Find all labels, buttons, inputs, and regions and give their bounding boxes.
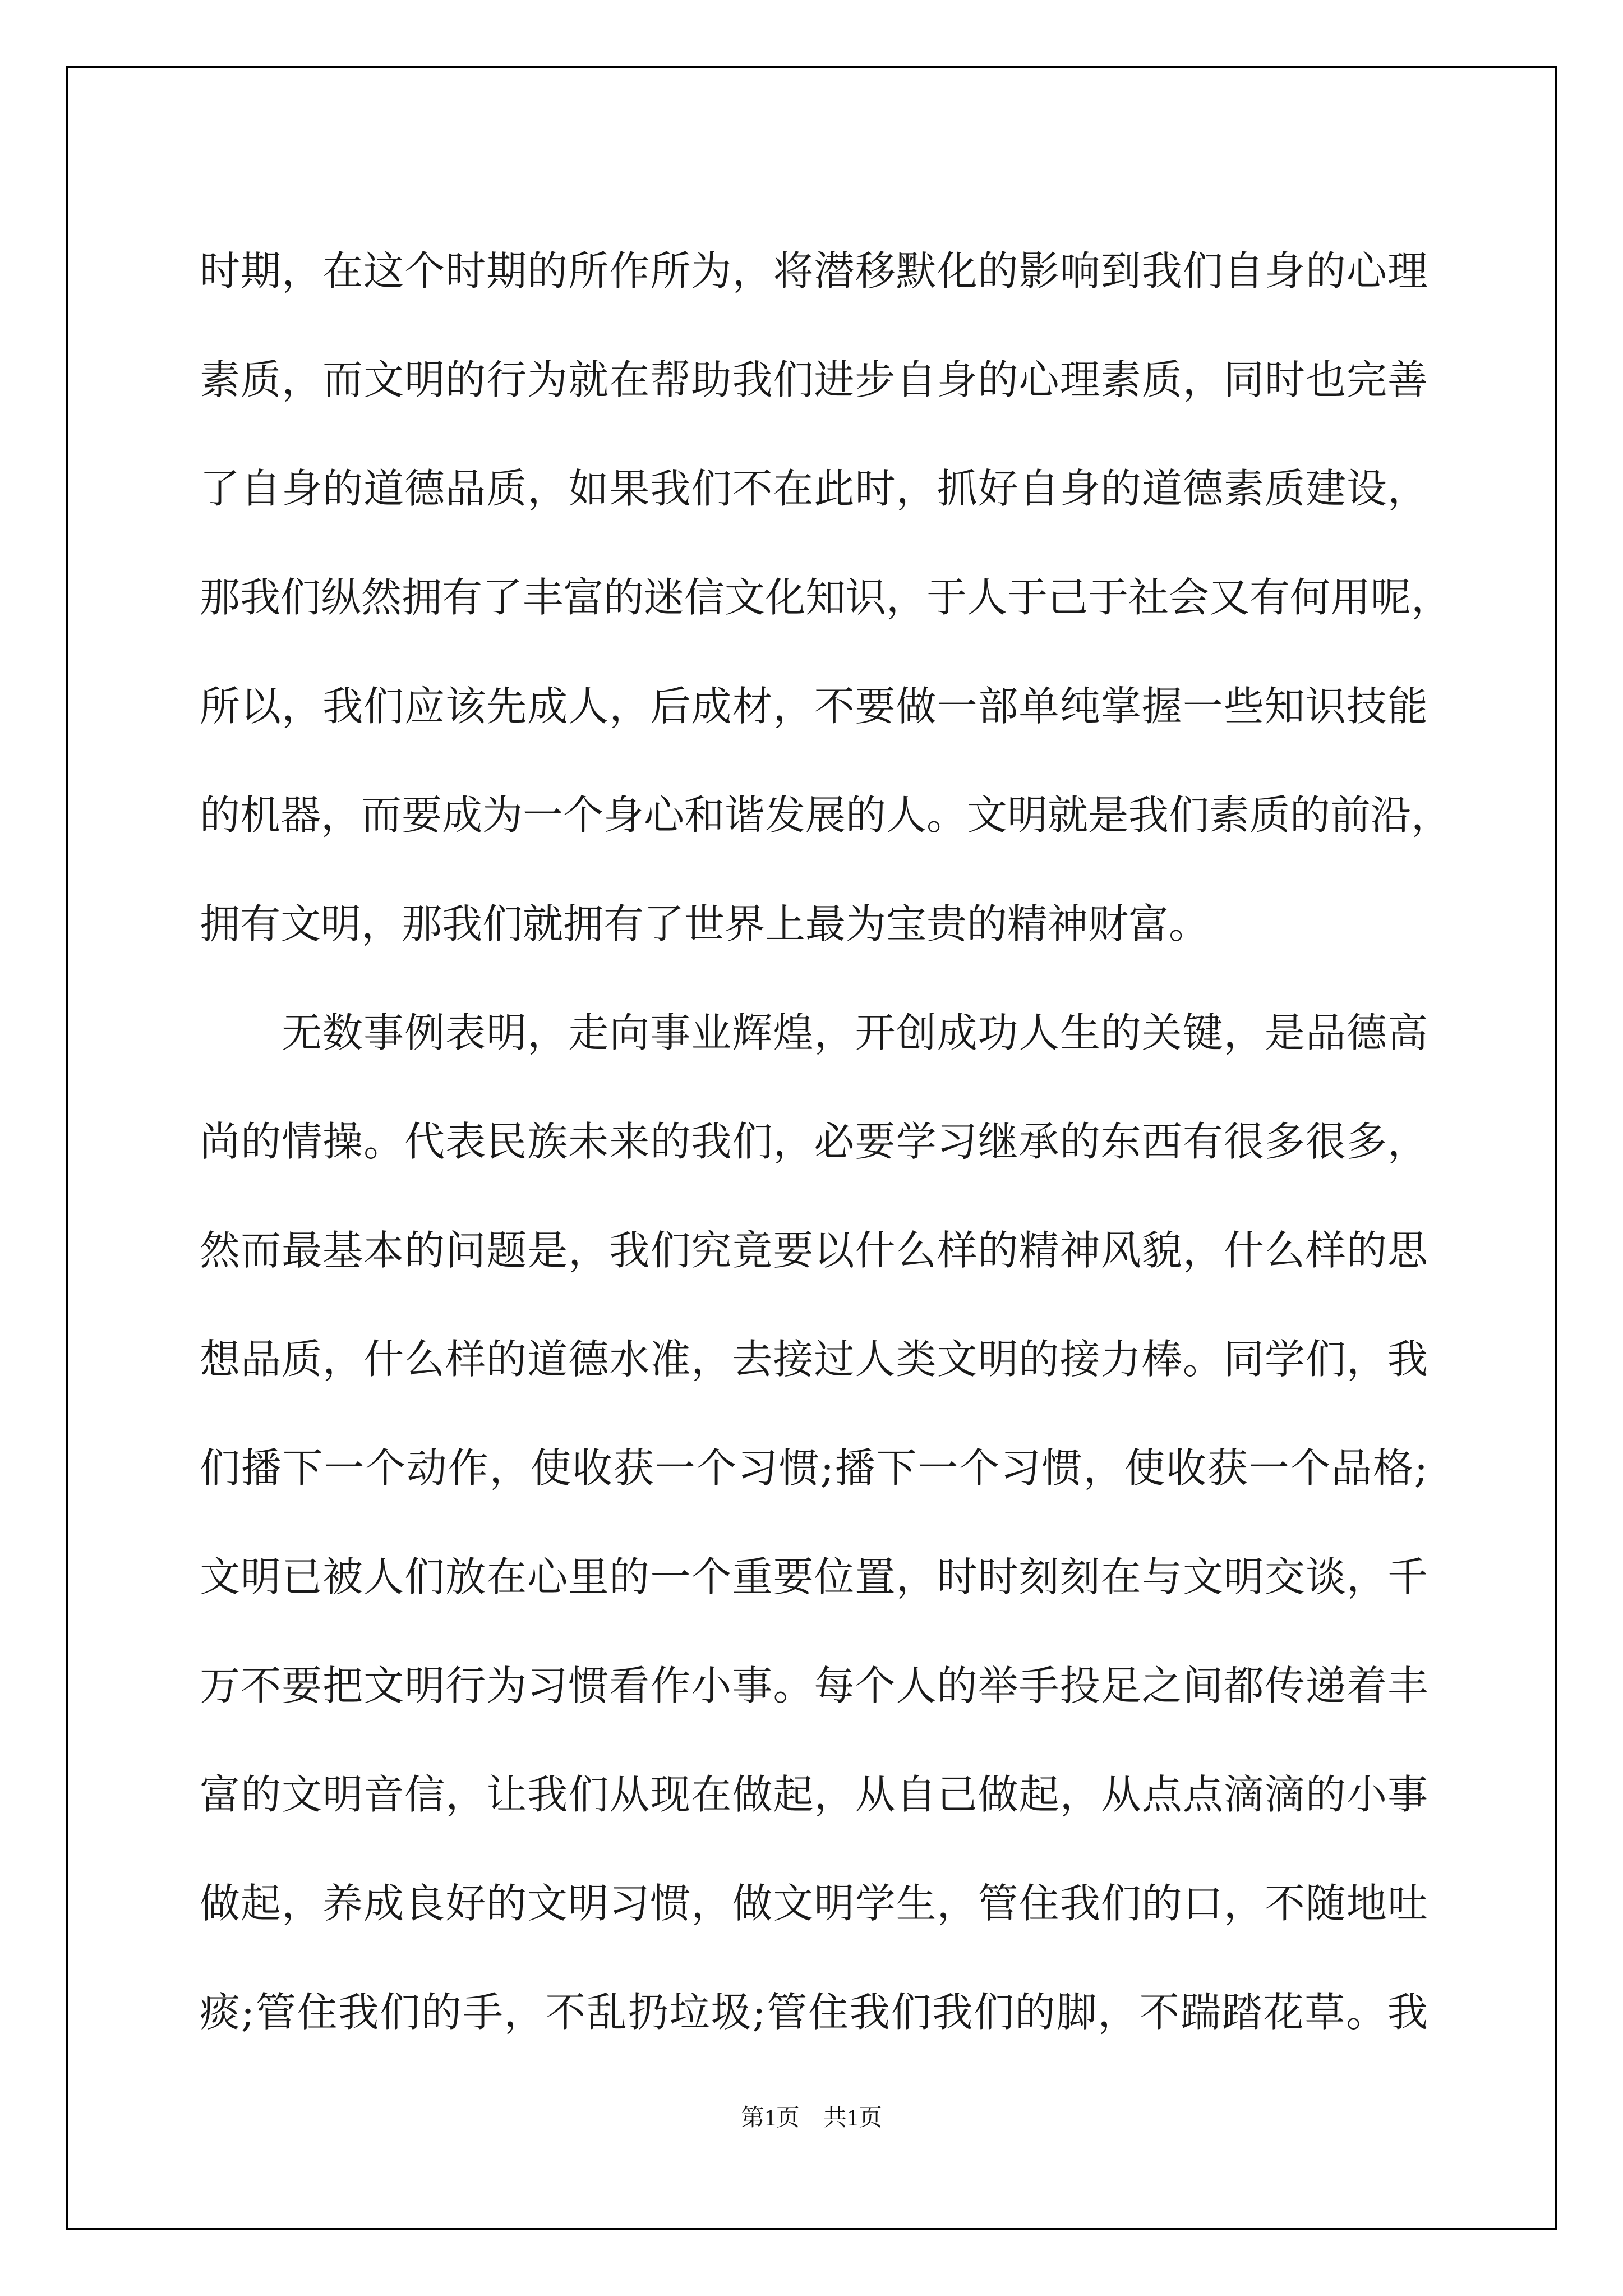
text-line: 做起，养成良好的文明习惯，做文明学生，管住我们的口，不随地吐 xyxy=(200,1880,1428,1927)
text-line: 素质，而文明的行为就在帮助我们进步自身的心理素质，同时也完善 xyxy=(200,356,1428,403)
text-line: 的机器，而要成为一个身心和谐发展的人。文明就是我们素质的前沿， xyxy=(200,792,1452,839)
text-line: 想品质，什么样的道德水准，去接过人类文明的接力棒。同学们，我 xyxy=(200,1336,1428,1383)
text-line: 文明已被人们放在心里的一个重要位置，时时刻刻在与文明交谈，千 xyxy=(200,1553,1428,1600)
document-body xyxy=(200,213,1452,2063)
text-line: 富的文明音信，让我们从现在做起，从自己做起，从点点滴滴的小事 xyxy=(200,1771,1428,1818)
text-line: 那我们纵然拥有了丰富的迷信文化知识，于人于己于社会又有何用呢， xyxy=(200,574,1452,621)
text-line: 痰;管住我们的手，不乱扔垃圾;管住我们我们的脚，不踹踏花草。我 xyxy=(200,1989,1428,2036)
text-line: 了自身的道德品质，如果我们不在此时，抓好自身的道德素质建设， xyxy=(200,465,1428,512)
text-line: 然而最基本的问题是，我们究竟要以什么样的精神风貌，什么样的思 xyxy=(200,1227,1428,1274)
text-line: 们播下一个动作，使收获一个习惯;播下一个习惯，使收获一个品格; xyxy=(200,1444,1428,1492)
paragraph-end-line: 拥有文明，那我们就拥有了世界上最为宝贵的精神财富。 xyxy=(200,900,1210,947)
text-line: 时期，在这个时期的所作所为，将潜移默化的影响到我们自身的心理 xyxy=(200,247,1428,295)
text-line: 尚的情操。代表民族未来的我们，必要学习继承的东西有很多很多， xyxy=(200,1118,1428,1165)
page-number-footer: 第1页 共1页 xyxy=(740,2105,882,2131)
text-line: 万不要把文明行为习惯看作小事。每个人的举手投足之间都传递着丰 xyxy=(200,1662,1428,1709)
paragraph-start-line: 无数事例表明，走向事业辉煌，开创成功人生的关键，是品德高 xyxy=(282,1009,1428,1056)
text-line: 所以，我们应该先成人，后成材，不要做一部单纯掌握一些知识技能 xyxy=(200,683,1428,730)
